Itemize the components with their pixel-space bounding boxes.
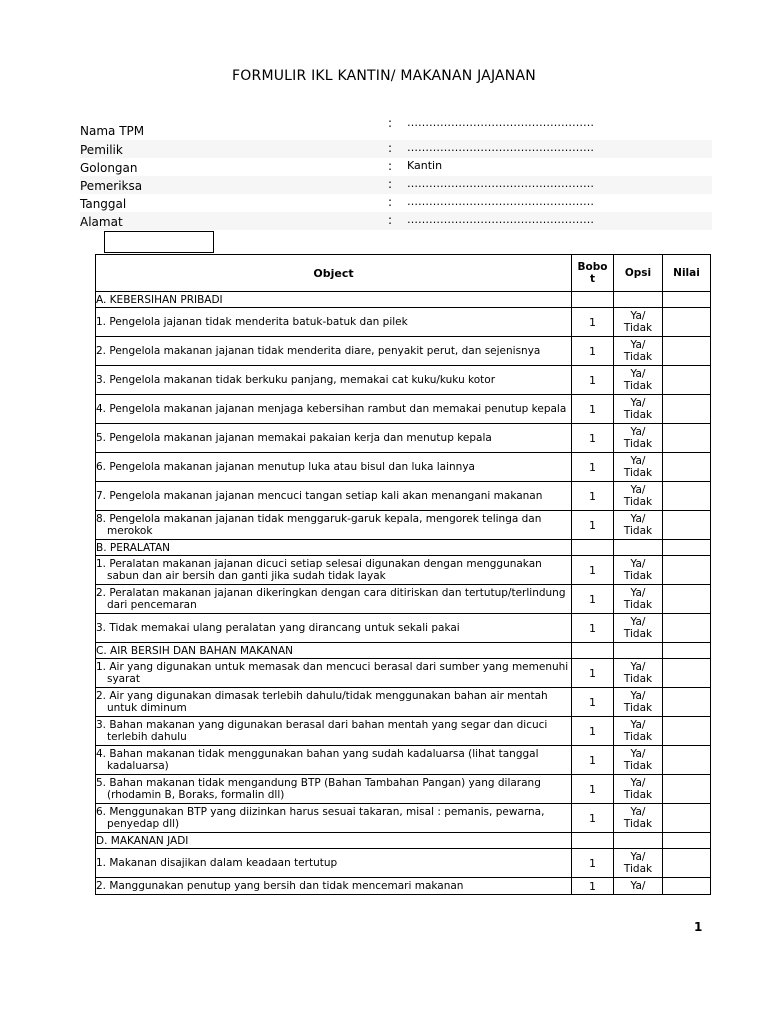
opsi-ya[interactable]: Ya/ <box>630 368 646 380</box>
info-value: Kantin <box>407 159 443 172</box>
header-bobot-line2: t <box>589 273 596 285</box>
opsi-tidak[interactable]: Tidak <box>623 351 653 363</box>
table-row <box>96 775 711 804</box>
item-text-wrap <box>96 558 571 582</box>
item-number: 4. <box>96 403 107 415</box>
table-row <box>96 746 711 775</box>
item-nilai-input[interactable] <box>663 511 711 540</box>
table-row <box>96 688 711 717</box>
section-row <box>96 292 711 308</box>
item-nilai-input[interactable] <box>663 775 711 804</box>
item-nilai-input[interactable] <box>663 395 711 424</box>
item-text-wrap <box>96 622 571 634</box>
opsi-ya[interactable]: Ya/ <box>630 748 646 760</box>
item-number: 6. <box>96 806 107 818</box>
item-opsi[interactable] <box>614 366 663 395</box>
item-number: 2. <box>96 690 107 702</box>
item-cell <box>96 614 572 643</box>
item-opsi[interactable] <box>614 878 663 895</box>
info-label: Golongan <box>80 161 138 175</box>
info-row-nama-tpm <box>80 116 712 140</box>
item-number: 2. <box>96 345 107 357</box>
item-number: 2. <box>96 880 107 892</box>
form-title: FORMULIR IKL KANTIN/ MAKANAN JAJANAN <box>232 68 536 84</box>
item-bobot: 1 <box>572 453 614 482</box>
item-opsi[interactable] <box>614 804 663 833</box>
info-colon: : <box>388 159 393 173</box>
section-row <box>96 833 711 849</box>
opsi-tidak[interactable]: Tidak <box>623 570 653 582</box>
item-opsi[interactable] <box>614 453 663 482</box>
item-bobot: 1 <box>572 849 614 878</box>
item-text: Pengelola makanan jajanan menutup luka atau bisul dan luka lainnya <box>109 461 475 473</box>
item-nilai-input[interactable] <box>663 453 711 482</box>
item-nilai-input[interactable] <box>663 424 711 453</box>
item-text: Pengelola makanan jajanan mencuci tangan setiap kali akan menangani makanan <box>109 490 543 502</box>
info-row-pemeriksa <box>80 176 712 194</box>
item-cell <box>96 804 572 833</box>
item-nilai-input[interactable] <box>663 878 711 895</box>
table-row <box>96 511 711 540</box>
item-text: Bahan makanan tidak mengandung BTP (Bahan Tambahan Pangan) yang dilarang (rhodamin B, Boraks, formalin dll) <box>107 777 541 801</box>
empty-input-box[interactable] <box>104 231 214 253</box>
item-text-wrap <box>96 587 571 611</box>
item-number: 7. <box>96 490 107 502</box>
item-number: 1. <box>96 316 107 328</box>
opsi-tidak[interactable]: Tidak <box>623 863 653 875</box>
item-opsi[interactable] <box>614 424 663 453</box>
table-row <box>96 308 711 337</box>
info-colon: : <box>388 116 393 130</box>
item-text: Pengelola makanan jajanan tidak menderita diare, penyakit perut, dan sejenisnya <box>109 345 541 357</box>
section-label: C. AIR BERSIH DAN BAHAN MAKANAN <box>96 643 572 659</box>
item-opsi[interactable] <box>614 614 663 643</box>
table-header-row <box>96 255 711 292</box>
item-cell <box>96 424 572 453</box>
opsi-ya[interactable]: Ya/ <box>630 310 646 322</box>
info-row-tanggal <box>80 194 712 212</box>
item-number: 3. <box>96 719 107 731</box>
item-nilai-input[interactable] <box>663 337 711 366</box>
opsi-tidak[interactable]: Tidak <box>623 760 653 772</box>
item-text-wrap <box>96 661 571 685</box>
section-row <box>96 540 711 556</box>
item-text-wrap <box>96 857 571 869</box>
item-bobot: 1 <box>572 424 614 453</box>
item-bobot: 1 <box>572 511 614 540</box>
opsi-tidak[interactable]: Tidak <box>623 599 653 611</box>
item-cell <box>96 511 572 540</box>
table-row <box>96 556 711 585</box>
section-label: A. KEBERSIHAN PRIBADI <box>96 292 572 308</box>
info-value: …………………………………………… <box>407 195 594 208</box>
item-text: Pengelola jajanan tidak menderita batuk-batuk dan pilek <box>109 316 408 328</box>
section-nilai-cell <box>663 643 711 659</box>
item-cell <box>96 395 572 424</box>
item-bobot: 1 <box>572 659 614 688</box>
item-text: Pengelola makanan jajanan memakai pakaian kerja dan menutup kepala <box>109 432 492 444</box>
item-number: 3. <box>96 622 107 634</box>
opsi-tidak[interactable]: Tidak <box>623 438 653 450</box>
info-value: …………………………………………… <box>407 177 594 190</box>
section-opsi-cell <box>614 833 663 849</box>
item-opsi[interactable] <box>614 556 663 585</box>
item-opsi[interactable] <box>614 717 663 746</box>
item-text-wrap <box>96 748 571 772</box>
item-number: 3. <box>96 374 107 386</box>
opsi-tidak[interactable]: Tidak <box>623 789 653 801</box>
item-nilai-input[interactable] <box>663 804 711 833</box>
opsi-ya[interactable]: Ya/ <box>630 719 646 731</box>
info-row-golongan <box>80 158 712 176</box>
info-label: Alamat <box>80 215 123 229</box>
item-bobot: 1 <box>572 556 614 585</box>
item-text: Air yang digunakan dimasak terlebih dahulu/tidak menggunakan bahan air mentah untuk diminum <box>107 690 548 714</box>
table-row <box>96 614 711 643</box>
item-text-wrap <box>96 490 571 502</box>
opsi-ya[interactable]: Ya/ <box>630 661 646 673</box>
item-bobot: 1 <box>572 614 614 643</box>
item-nilai-input[interactable] <box>663 556 711 585</box>
opsi-ya[interactable]: Ya/ <box>630 455 646 467</box>
item-number: 1. <box>96 558 107 570</box>
item-nilai-input[interactable] <box>663 717 711 746</box>
item-text: Peralatan makanan jajanan dikeringkan dengan cara ditiriskan dan tertutup/terlindung dari pencemaran <box>107 587 566 611</box>
item-text-wrap <box>96 806 571 830</box>
header-bobot <box>572 255 614 292</box>
item-opsi[interactable] <box>614 659 663 688</box>
item-cell <box>96 717 572 746</box>
item-bobot: 1 <box>572 585 614 614</box>
item-opsi[interactable] <box>614 337 663 366</box>
item-number: 8. <box>96 513 107 525</box>
item-text-wrap <box>96 374 571 386</box>
item-nilai-input[interactable] <box>663 688 711 717</box>
item-text-wrap <box>96 513 571 537</box>
opsi-tidak[interactable]: Tidak <box>623 702 653 714</box>
item-text: Makanan disajikan dalam keadaan tertutup <box>109 857 338 869</box>
item-opsi[interactable] <box>614 849 663 878</box>
section-label: B. PERALATAN <box>96 540 572 556</box>
item-number: 2. <box>96 587 107 599</box>
item-text-wrap <box>96 345 571 357</box>
opsi-tidak[interactable]: Tidak <box>623 628 653 640</box>
item-cell <box>96 878 572 895</box>
item-text-wrap <box>96 316 571 328</box>
page-number: 1 <box>694 920 703 934</box>
table-row <box>96 717 711 746</box>
opsi-ya[interactable]: Ya/ <box>630 426 646 438</box>
item-opsi[interactable] <box>614 395 663 424</box>
item-cell <box>96 482 572 511</box>
opsi-ya[interactable]: Ya/ <box>630 851 646 863</box>
item-text: Bahan makanan yang digunakan berasal dari bahan mentah yang segar dan dicuci terlebih dahulu <box>107 719 548 743</box>
section-opsi-cell <box>614 292 663 308</box>
opsi-ya[interactable]: Ya/ <box>630 397 646 409</box>
item-text: Menggunakan BTP yang diizinkan harus sesuai takaran, misal : pemanis, pewarna, penyedap dll) <box>107 806 545 830</box>
item-cell <box>96 585 572 614</box>
item-bobot: 1 <box>572 878 614 895</box>
item-bobot: 1 <box>572 337 614 366</box>
opsi-ya[interactable]: Ya/ <box>630 777 646 789</box>
opsi-tidak[interactable]: Tidak <box>623 467 653 479</box>
section-bobot-cell <box>572 833 614 849</box>
header-bobot-line1: Bobo <box>577 261 608 273</box>
item-text-wrap <box>96 403 571 415</box>
item-opsi[interactable] <box>614 688 663 717</box>
item-nilai-input[interactable] <box>663 366 711 395</box>
item-nilai-input[interactable] <box>663 746 711 775</box>
item-bobot: 1 <box>572 688 614 717</box>
item-number: 1. <box>96 857 107 869</box>
item-text: Tidak memakai ulang peralatan yang dirancang untuk sekali pakai <box>109 622 460 634</box>
item-cell <box>96 775 572 804</box>
opsi-ya[interactable]: Ya/ <box>630 558 646 570</box>
item-nilai-input[interactable] <box>663 849 711 878</box>
info-value: …………………………………………… <box>407 213 594 226</box>
item-number: 5. <box>96 777 107 789</box>
item-opsi[interactable] <box>614 308 663 337</box>
item-number: 5. <box>96 432 107 444</box>
item-cell <box>96 556 572 585</box>
item-nilai-input[interactable] <box>663 614 711 643</box>
table-row <box>96 878 711 895</box>
section-label: D. MAKANAN JADI <box>96 833 572 849</box>
table-row <box>96 804 711 833</box>
info-colon: : <box>388 141 393 155</box>
section-nilai-cell <box>663 292 711 308</box>
item-text-wrap <box>96 777 571 801</box>
item-nilai-input[interactable] <box>663 659 711 688</box>
section-bobot-cell <box>572 292 614 308</box>
opsi-ya[interactable]: Ya/ <box>630 484 646 496</box>
opsi-ya[interactable]: Ya/ <box>630 339 646 351</box>
opsi-tidak[interactable]: Tidak <box>623 731 653 743</box>
table-row <box>96 482 711 511</box>
item-text: Manggunakan penutup yang bersih dan tidak mencemari makanan <box>109 880 464 892</box>
info-row-pemilik <box>80 140 712 158</box>
checklist-table <box>95 254 711 895</box>
checklist-body <box>96 292 711 895</box>
info-colon: : <box>388 195 393 209</box>
item-opsi[interactable] <box>614 585 663 614</box>
item-text: Peralatan makanan jajanan dicuci setiap selesai digunakan dengan menggunakan sabun dan air bersih dan ganti jika sudah tidak layak <box>107 558 542 582</box>
info-block <box>80 116 712 230</box>
item-text-wrap <box>96 719 571 743</box>
table-row <box>96 424 711 453</box>
table-row <box>96 585 711 614</box>
item-cell <box>96 659 572 688</box>
header-nilai: Nilai <box>663 255 711 292</box>
item-number: 6. <box>96 461 107 473</box>
table-row <box>96 395 711 424</box>
section-opsi-cell <box>614 643 663 659</box>
opsi-tidak[interactable]: Tidak <box>623 409 653 421</box>
info-value: …………………………………………… <box>407 141 594 154</box>
item-bobot: 1 <box>572 717 614 746</box>
item-number: 4. <box>96 748 107 760</box>
opsi-tidak[interactable]: Tidak <box>623 322 653 334</box>
opsi-tidak[interactable]: Tidak <box>623 673 653 685</box>
opsi-ya[interactable]: Ya/ <box>630 806 646 818</box>
info-colon: : <box>388 213 393 227</box>
info-label: Nama TPM <box>80 124 145 138</box>
opsi-tidak[interactable]: Tidak <box>623 496 653 508</box>
opsi-ya[interactable]: Ya/ <box>630 880 646 892</box>
info-colon: : <box>388 177 393 191</box>
opsi-tidak[interactable]: Tidak <box>623 818 653 830</box>
item-text-wrap <box>96 880 571 892</box>
info-label: Pemeriksa <box>80 179 143 193</box>
item-nilai-input[interactable] <box>663 308 711 337</box>
item-text-wrap <box>96 432 571 444</box>
item-cell <box>96 453 572 482</box>
item-cell <box>96 849 572 878</box>
info-label: Pemilik <box>80 143 123 157</box>
opsi-tidak[interactable]: Tidak <box>623 380 653 392</box>
item-text-wrap <box>96 461 571 473</box>
item-bobot: 1 <box>572 746 614 775</box>
item-bobot: 1 <box>572 482 614 511</box>
opsi-ya[interactable]: Ya/ <box>630 513 646 525</box>
section-opsi-cell <box>614 540 663 556</box>
item-bobot: 1 <box>572 804 614 833</box>
item-opsi[interactable] <box>614 775 663 804</box>
opsi-ya[interactable]: Ya/ <box>630 690 646 702</box>
item-bobot: 1 <box>572 308 614 337</box>
item-text: Bahan makanan tidak menggunakan bahan yang sudah kadaluarsa (lihat tanggal kadaluarsa) <box>107 748 539 772</box>
header-object: Object <box>96 255 572 292</box>
info-value: …………………………………………… <box>407 116 594 129</box>
info-label: Tanggal <box>80 197 127 211</box>
item-text: Air yang digunakan untuk memasak dan mencuci berasal dari sumber yang memenuhi syarat <box>107 661 569 685</box>
table-row <box>96 366 711 395</box>
section-row <box>96 643 711 659</box>
item-opsi[interactable] <box>614 511 663 540</box>
opsi-ya[interactable]: Ya/ <box>630 587 646 599</box>
opsi-ya[interactable]: Ya/ <box>630 616 646 628</box>
table-row <box>96 849 711 878</box>
item-cell <box>96 688 572 717</box>
item-opsi[interactable] <box>614 482 663 511</box>
item-bobot: 1 <box>572 395 614 424</box>
item-cell <box>96 308 572 337</box>
item-text: Pengelola makanan tidak berkuku panjang, memakai cat kuku/kuku kotor <box>109 374 496 386</box>
item-cell <box>96 366 572 395</box>
table-row <box>96 659 711 688</box>
section-nilai-cell <box>663 833 711 849</box>
section-nilai-cell <box>663 540 711 556</box>
section-bobot-cell <box>572 540 614 556</box>
item-bobot: 1 <box>572 775 614 804</box>
item-opsi[interactable] <box>614 746 663 775</box>
item-nilai-input[interactable] <box>663 585 711 614</box>
item-nilai-input[interactable] <box>663 482 711 511</box>
item-text-wrap <box>96 690 571 714</box>
item-cell <box>96 337 572 366</box>
item-bobot: 1 <box>572 366 614 395</box>
item-text: Pengelola makanan jajanan menjaga kebersihan rambut dan memakai penutup kepala <box>109 403 567 415</box>
item-text: Pengelola makanan jajanan tidak menggaruk-garuk kepala, mengorek telinga dan merokok <box>107 513 542 537</box>
opsi-tidak[interactable]: Tidak <box>623 525 653 537</box>
table-row <box>96 453 711 482</box>
section-bobot-cell <box>572 643 614 659</box>
item-cell <box>96 746 572 775</box>
header-opsi: Opsi <box>614 255 663 292</box>
item-number: 1. <box>96 661 107 673</box>
table-row <box>96 337 711 366</box>
info-row-alamat <box>80 212 712 230</box>
